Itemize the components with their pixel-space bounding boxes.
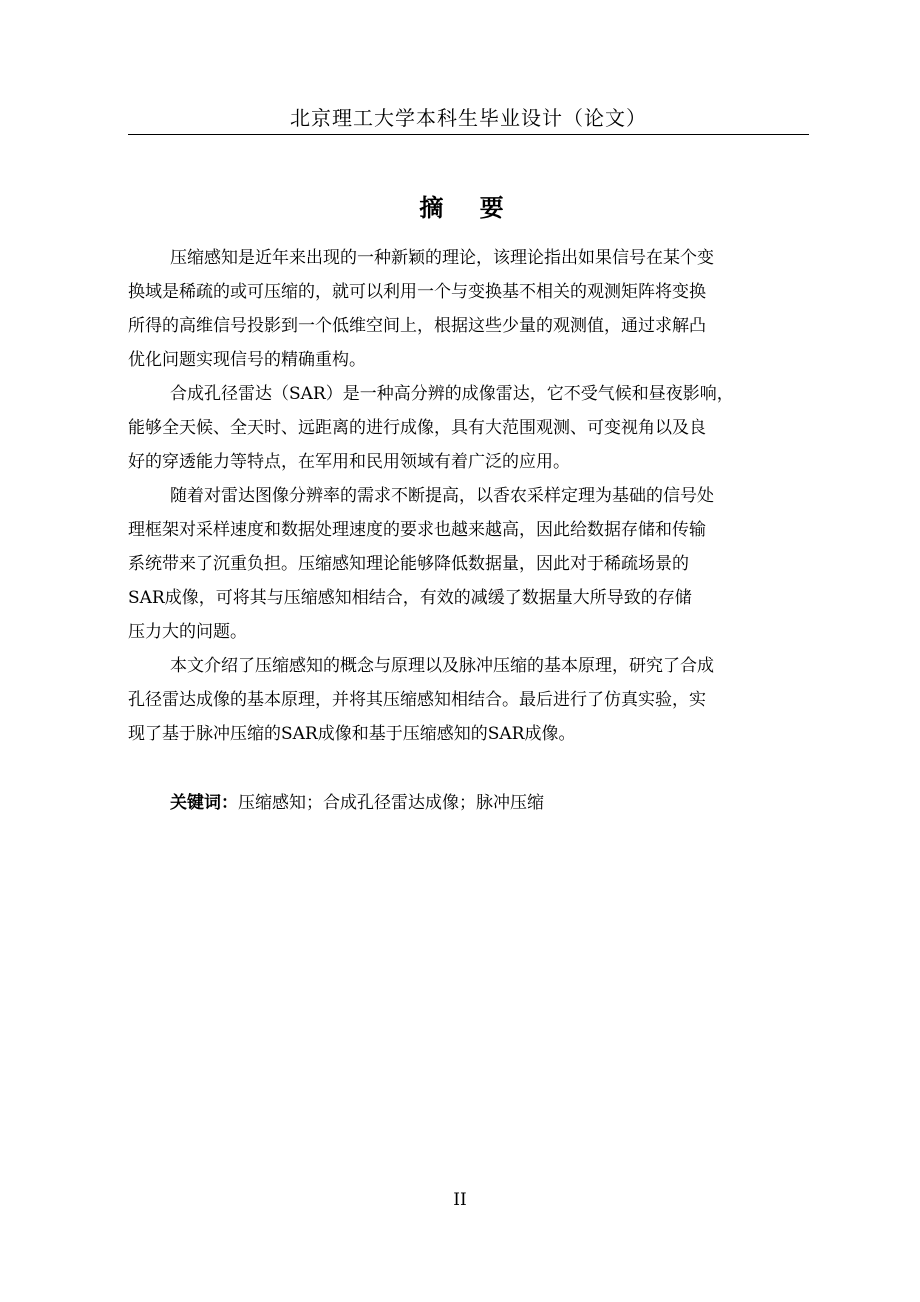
abstract-paragraph-1 <box>128 241 802 377</box>
paragraph-line: 现了基于脉冲压缩的SAR成像和基于压缩感知的SAR成像。 <box>128 724 576 744</box>
abstract-paragraph-4 <box>128 649 802 751</box>
abstract-paragraph-2 <box>128 377 802 479</box>
paragraph-line: 换域是稀疏的或可压缩的，就可以利用一个与变换基不相关的观测矩阵将变换 <box>128 282 706 302</box>
paragraph-line: 压缩感知是近年来出现的一种新颖的理论，该理论指出如果信号在某个变 <box>170 248 714 268</box>
paragraph-line: 系统带来了沉重负担。压缩感知理论能够降低数据量，因此对于稀疏场景的 <box>128 554 689 574</box>
paragraph-line: 好的穿透能力等特点，在军用和民用领域有着广泛的应用。 <box>128 452 570 472</box>
paragraph-line: 本文介绍了压缩感知的概念与原理以及脉冲压缩的基本原理，研究了合成 <box>170 656 714 676</box>
abstract-paragraph-3 <box>128 479 802 649</box>
abstract-body <box>128 241 802 751</box>
paragraph-line: 随着对雷达图像分辨率的需求不断提高，以香农采样定理为基础的信号处 <box>170 486 714 506</box>
keywords-text: 压缩感知；合成孔径雷达成像；脉冲压缩 <box>238 793 544 813</box>
paragraph-line: 优化问题实现信号的精确重构。 <box>128 350 366 370</box>
running-header: 北京理工大学本科生毕业设计（论文） <box>290 106 647 130</box>
paragraph-line: SAR成像，可将其与压缩感知相结合，有效的减缓了数据量大所导致的存储 <box>128 588 692 608</box>
paragraph-line: 理框架对采样速度和数据处理速度的要求也越来越高，因此给数据存储和传输 <box>128 520 706 540</box>
paragraph-line: 压力大的问题。 <box>128 622 247 642</box>
abstract-title: 摘 要 <box>419 193 518 222</box>
paragraph-line: 合成孔径雷达（SAR）是一种高分辨的成像雷达，它不受气候和昼夜影响， <box>170 384 734 404</box>
paragraph-line: 能够全天候、全天时、远距离的进行成像，具有大范围观测、可变视角以及良 <box>128 418 706 438</box>
page-number: II <box>453 1190 467 1210</box>
keywords-label: 关键词： <box>170 793 238 813</box>
paragraph-line: 所得的高维信号投影到一个低维空间上，根据这些少量的观测值，通过求解凸 <box>128 316 706 336</box>
paragraph-line: 孔径雷达成像的基本原理，并将其压缩感知相结合。最后进行了仿真实验，实 <box>128 690 706 710</box>
keywords-line <box>170 786 544 820</box>
header-rule <box>128 134 809 135</box>
